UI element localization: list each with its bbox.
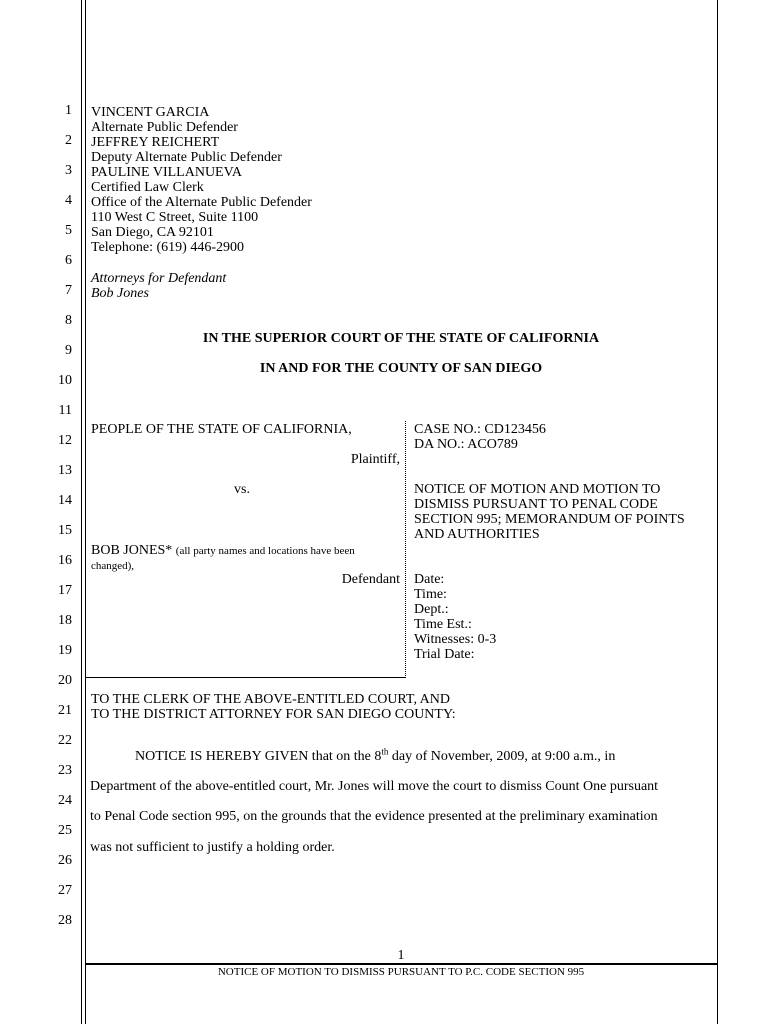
office-name: Office of the Alternate Public Defender xyxy=(91,195,312,210)
hearing-dept-label: Dept.: xyxy=(414,602,449,617)
footer-title: NOTICE OF MOTION TO DISMISS PURSUANT TO P.C. CODE SECTION 995 xyxy=(217,966,585,978)
notice-line-end: day of November, 2009, at 9:00 a.m., in xyxy=(388,749,616,764)
client-name: Bob Jones xyxy=(91,286,149,301)
line-number: 11 xyxy=(58,403,72,418)
line-number: 6 xyxy=(65,253,72,268)
notice-line: Department of the above-entitled court, Mr. Jones will move the court to dismiss Count One pursuant xyxy=(90,779,659,794)
clerk-title: Certified Law Clerk xyxy=(91,180,204,195)
defendant-footnote: (all party names and locations have been xyxy=(175,545,355,557)
right-margin-rule xyxy=(717,0,718,1024)
trial-date-label: Trial Date: xyxy=(414,647,475,662)
line-number: 22 xyxy=(58,733,72,748)
court-county: IN AND FOR THE COUNTY OF SAN DIEGO xyxy=(259,361,543,376)
line-number: 3 xyxy=(65,163,72,178)
caption-divider-horizontal xyxy=(86,677,406,678)
defendant-footnote-cont: changed), xyxy=(91,560,135,572)
line-number: 26 xyxy=(58,853,72,868)
time-estimate-label: Time Est.: xyxy=(414,617,472,632)
notice-line-start: NOTICE IS HEREBY GIVEN that on the 8 xyxy=(135,749,382,764)
attorneys-for-label: Attorneys for Defendant xyxy=(91,271,227,286)
da-number: DA NO.: ACO789 xyxy=(414,437,518,452)
office-telephone: Telephone: (619) 446-2900 xyxy=(91,240,244,255)
line-number: 23 xyxy=(58,763,72,778)
attorney-name: JEFFREY REICHERT xyxy=(91,135,220,150)
line-number: 16 xyxy=(58,553,72,568)
plaintiff-label: Plaintiff, xyxy=(350,452,400,467)
line-number: 27 xyxy=(58,883,72,898)
attorney-title: Deputy Alternate Public Defender xyxy=(91,150,282,165)
office-city: San Diego, CA 92101 xyxy=(91,225,214,240)
witnesses-label: Witnesses: 0-3 xyxy=(414,632,497,647)
line-number: 24 xyxy=(58,793,72,808)
left-margin-rule-outer xyxy=(81,0,82,1024)
clerk-name: PAULINE VILLANUEVA xyxy=(91,165,243,180)
plaintiff-party: PEOPLE OF THE STATE OF CALIFORNIA, xyxy=(91,422,352,437)
notice-line: to Penal Code section 995, on the grounds that the evidence presented at the preliminary examination xyxy=(90,809,658,824)
attorney-name: VINCENT GARCIA xyxy=(91,105,210,120)
line-number: 4 xyxy=(65,193,72,208)
motion-title-line: NOTICE OF MOTION AND MOTION TO xyxy=(414,482,661,497)
notice-line: was not sufficient to justify a holding order. xyxy=(90,840,335,855)
line-number: 18 xyxy=(58,613,72,628)
line-number: 13 xyxy=(58,463,72,478)
line-number: 2 xyxy=(65,133,72,148)
case-number: CASE NO.: CD123456 xyxy=(414,422,546,437)
line-number: 25 xyxy=(58,823,72,838)
motion-title-line: DISMISS PURSUANT TO PENAL CODE xyxy=(414,497,658,512)
office-address: 110 West C Street, Suite 1100 xyxy=(91,210,259,225)
defendant-label: Defendant xyxy=(341,572,400,587)
motion-title-line: AND AUTHORITIES xyxy=(414,527,540,542)
attorney-title: Alternate Public Defender xyxy=(91,120,238,135)
line-number: 14 xyxy=(58,493,72,508)
defendant-party xyxy=(91,543,355,559)
hearing-date-label: Date: xyxy=(414,572,445,587)
line-number: 15 xyxy=(58,523,72,538)
page-number: 1 xyxy=(397,948,405,963)
line-number: 5 xyxy=(65,223,72,238)
motion-title-line: SECTION 995; MEMORANDUM OF POINTS xyxy=(414,512,685,527)
line-number: 8 xyxy=(65,313,72,328)
left-margin-rule-inner xyxy=(85,0,86,1024)
line-number: 17 xyxy=(58,583,72,598)
versus-label: vs. xyxy=(234,482,250,497)
footer-rule xyxy=(86,963,717,965)
line-number: 10 xyxy=(58,373,72,388)
hearing-time-label: Time: xyxy=(414,587,447,602)
line-number: 9 xyxy=(65,343,72,358)
line-number: 7 xyxy=(65,283,72,298)
line-number: 12 xyxy=(58,433,72,448)
addressee-line: TO THE DISTRICT ATTORNEY FOR SAN DIEGO COUNTY: xyxy=(91,707,456,722)
line-number: 20 xyxy=(58,673,72,688)
ordinal-suffix: th xyxy=(381,746,389,757)
caption-divider-vertical xyxy=(405,421,406,678)
notice-line xyxy=(135,746,616,765)
line-number: 21 xyxy=(58,703,72,718)
line-number: 1 xyxy=(65,103,72,118)
court-title: IN THE SUPERIOR COURT OF THE STATE OF CALIFORNIA xyxy=(202,331,600,346)
addressee-line: TO THE CLERK OF THE ABOVE-ENTITLED COURT, AND xyxy=(91,692,450,707)
defendant-name: BOB JONES* xyxy=(91,543,173,558)
line-number: 19 xyxy=(58,643,72,658)
line-number: 28 xyxy=(58,913,72,928)
